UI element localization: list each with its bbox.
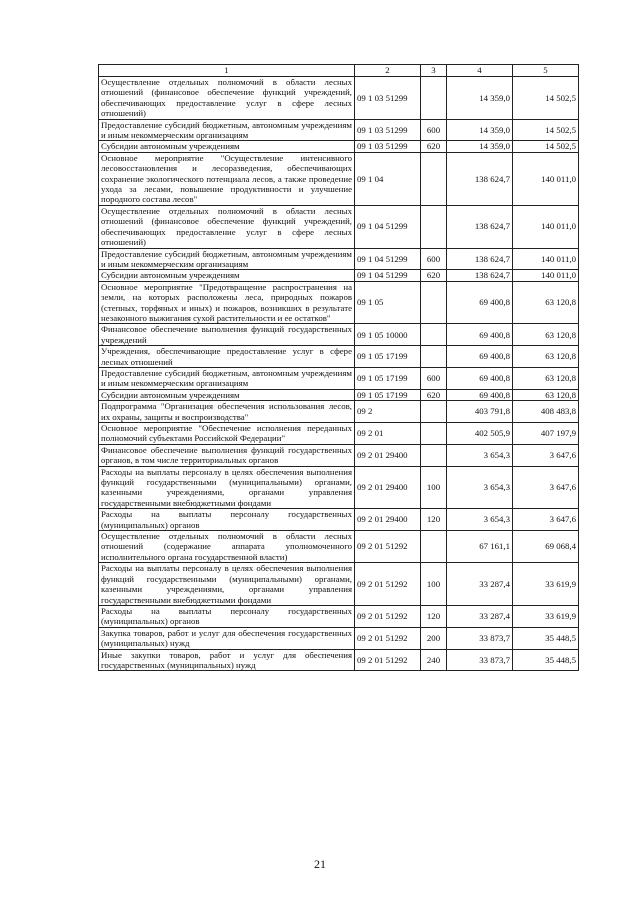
table-row bbox=[99, 324, 579, 346]
expense-type-cell bbox=[421, 324, 447, 346]
item-name-cell: Финансовое обеспечение выполнения функций государственных учреждений bbox=[99, 324, 355, 346]
item-name-cell: Закупка товаров, работ и услуг для обеспечения государственных (муниципальных) нужд bbox=[99, 627, 355, 649]
amount-year2-cell: 140 011,0 bbox=[513, 248, 579, 270]
table-row bbox=[99, 119, 579, 141]
expense-type-cell bbox=[421, 77, 447, 120]
table-body bbox=[99, 77, 579, 671]
amount-year1-cell: 69 400,8 bbox=[447, 367, 513, 389]
table-row bbox=[99, 270, 579, 281]
target-code-cell: 09 1 03 51299 bbox=[355, 77, 421, 120]
table-row bbox=[99, 444, 579, 466]
amount-year1-cell: 402 505,9 bbox=[447, 423, 513, 445]
table-row bbox=[99, 531, 579, 563]
target-code-cell: 09 2 01 51292 bbox=[355, 531, 421, 563]
target-code-cell: 09 1 03 51299 bbox=[355, 119, 421, 141]
target-code-cell: 09 2 01 29400 bbox=[355, 466, 421, 509]
target-code-cell: 09 2 bbox=[355, 401, 421, 423]
amount-year1-cell: 138 624,7 bbox=[447, 270, 513, 281]
expense-type-cell: 240 bbox=[421, 649, 447, 671]
table-row bbox=[99, 649, 579, 671]
column-number-row bbox=[99, 65, 579, 77]
expense-type-cell: 120 bbox=[421, 605, 447, 627]
amount-year2-cell: 63 120,8 bbox=[513, 281, 579, 324]
item-name-cell: Расходы на выплаты персоналу государственных (муниципальных) органов bbox=[99, 605, 355, 627]
table-row bbox=[99, 77, 579, 120]
target-code-cell: 09 1 05 17199 bbox=[355, 367, 421, 389]
target-code-cell: 09 1 04 51299 bbox=[355, 205, 421, 248]
expense-type-cell: 600 bbox=[421, 248, 447, 270]
amount-year1-cell: 138 624,7 bbox=[447, 205, 513, 248]
target-code-cell: 09 2 01 bbox=[355, 423, 421, 445]
budget-table bbox=[98, 64, 579, 671]
expense-type-cell bbox=[421, 205, 447, 248]
item-name-cell: Осуществление отдельных полномочий в области лесных отношений (финансовое обеспечение функций учреждений, обеспечивающих предоставление услуг в сфере лесных отношений) bbox=[99, 77, 355, 120]
column-number-header: 4 bbox=[447, 65, 513, 77]
amount-year1-cell: 14 359,0 bbox=[447, 141, 513, 152]
amount-year1-cell: 33 287,4 bbox=[447, 563, 513, 606]
table-row bbox=[99, 281, 579, 324]
expense-type-cell bbox=[421, 281, 447, 324]
item-name-cell: Осуществление отдельных полномочий в области лесных отношений (содержание аппарата уполномоченного исполнительного органа государственной власти) bbox=[99, 531, 355, 563]
expense-type-cell: 100 bbox=[421, 563, 447, 606]
target-code-cell: 09 2 01 51292 bbox=[355, 627, 421, 649]
table-row bbox=[99, 563, 579, 606]
expense-type-cell: 620 bbox=[421, 141, 447, 152]
table-row bbox=[99, 389, 579, 400]
expense-type-cell: 620 bbox=[421, 270, 447, 281]
item-name-cell: Расходы на выплаты персоналу государственных (муниципальных) органов bbox=[99, 509, 355, 531]
amount-year1-cell: 3 654,3 bbox=[447, 509, 513, 531]
target-code-cell: 09 1 03 51299 bbox=[355, 141, 421, 152]
amount-year2-cell: 3 647,6 bbox=[513, 466, 579, 509]
table-row bbox=[99, 466, 579, 509]
amount-year1-cell: 69 400,8 bbox=[447, 324, 513, 346]
item-name-cell: Иные закупки товаров, работ и услуг для обеспечения государственных (муниципальных) нужд bbox=[99, 649, 355, 671]
item-name-cell: Субсидии автономным учреждениям bbox=[99, 270, 355, 281]
item-name-cell: Субсидии автономным учреждениям bbox=[99, 389, 355, 400]
amount-year1-cell: 67 161,1 bbox=[447, 531, 513, 563]
amount-year2-cell: 140 011,0 bbox=[513, 270, 579, 281]
target-code-cell: 09 2 01 51292 bbox=[355, 563, 421, 606]
amount-year1-cell: 69 400,8 bbox=[447, 281, 513, 324]
amount-year1-cell: 33 287,4 bbox=[447, 605, 513, 627]
expense-type-cell: 600 bbox=[421, 119, 447, 141]
amount-year2-cell: 63 120,8 bbox=[513, 324, 579, 346]
amount-year1-cell: 3 654,3 bbox=[447, 466, 513, 509]
amount-year1-cell: 138 624,7 bbox=[447, 152, 513, 205]
amount-year2-cell: 33 619,9 bbox=[513, 605, 579, 627]
expense-type-cell bbox=[421, 423, 447, 445]
table-row bbox=[99, 509, 579, 531]
table-row bbox=[99, 605, 579, 627]
expense-type-cell bbox=[421, 401, 447, 423]
amount-year1-cell: 69 400,8 bbox=[447, 346, 513, 368]
table-row bbox=[99, 346, 579, 368]
page-number: 21 bbox=[314, 857, 326, 871]
amount-year1-cell: 14 359,0 bbox=[447, 77, 513, 120]
item-name-cell: Субсидии автономным учреждениям bbox=[99, 141, 355, 152]
amount-year2-cell: 14 502,5 bbox=[513, 141, 579, 152]
target-code-cell: 09 2 01 51292 bbox=[355, 605, 421, 627]
amount-year2-cell: 14 502,5 bbox=[513, 119, 579, 141]
table-row bbox=[99, 205, 579, 248]
table-row bbox=[99, 401, 579, 423]
expense-type-cell bbox=[421, 444, 447, 466]
item-name-cell: Расходы на выплаты персоналу в целях обеспечения выполнения функций государственными (муниципальными) органами, казенными учреждениями, органами управления государственными внебюджетными фондами bbox=[99, 466, 355, 509]
item-name-cell: Финансовое обеспечение выполнения функций государственных органов, в том числе территориальных органов bbox=[99, 444, 355, 466]
amount-year1-cell: 69 400,8 bbox=[447, 389, 513, 400]
expense-type-cell: 620 bbox=[421, 389, 447, 400]
target-code-cell: 09 1 04 51299 bbox=[355, 270, 421, 281]
table-row bbox=[99, 248, 579, 270]
column-number-header: 3 bbox=[421, 65, 447, 77]
table-row bbox=[99, 141, 579, 152]
table-row bbox=[99, 152, 579, 205]
table-row bbox=[99, 367, 579, 389]
item-name-cell: Основное мероприятие "Обеспечение исполнения переданных полномочий субъектами Российской Федерации" bbox=[99, 423, 355, 445]
target-code-cell: 09 1 05 17199 bbox=[355, 346, 421, 368]
expense-type-cell bbox=[421, 346, 447, 368]
column-number-header: 2 bbox=[355, 65, 421, 77]
expense-type-cell bbox=[421, 531, 447, 563]
amount-year1-cell: 33 873,7 bbox=[447, 627, 513, 649]
target-code-cell: 09 1 05 10000 bbox=[355, 324, 421, 346]
item-name-cell: Предоставление субсидий бюджетным, автономным учреждениям и иным некоммерческим организациям bbox=[99, 119, 355, 141]
target-code-cell: 09 2 01 29400 bbox=[355, 444, 421, 466]
amount-year2-cell: 63 120,8 bbox=[513, 346, 579, 368]
amount-year2-cell: 408 483,8 bbox=[513, 401, 579, 423]
item-name-cell: Основное мероприятие "Предотвращение распространения на земли, на которых расположены леса, природных пожаров (степных, торфяных и иных) и пожаров, возникших в результате незаконного выжигания сухой растительности и ее остатков" bbox=[99, 281, 355, 324]
amount-year1-cell: 403 791,8 bbox=[447, 401, 513, 423]
item-name-cell: Подпрограмма "Организация обеспечения использования лесов, их охраны, защиты и воспроизводства" bbox=[99, 401, 355, 423]
column-number-header: 5 bbox=[513, 65, 579, 77]
amount-year1-cell: 138 624,7 bbox=[447, 248, 513, 270]
amount-year2-cell: 63 120,8 bbox=[513, 389, 579, 400]
target-code-cell: 09 2 01 51292 bbox=[355, 649, 421, 671]
item-name-cell: Предоставление субсидий бюджетным, автономным учреждениям и иным некоммерческим организациям bbox=[99, 367, 355, 389]
amount-year2-cell: 140 011,0 bbox=[513, 205, 579, 248]
target-code-cell: 09 1 05 17199 bbox=[355, 389, 421, 400]
expense-type-cell: 120 bbox=[421, 509, 447, 531]
amount-year2-cell: 33 619,9 bbox=[513, 563, 579, 606]
expense-type-cell bbox=[421, 152, 447, 205]
amount-year2-cell: 14 502,5 bbox=[513, 77, 579, 120]
amount-year2-cell: 140 011,0 bbox=[513, 152, 579, 205]
amount-year2-cell: 63 120,8 bbox=[513, 367, 579, 389]
table-row bbox=[99, 423, 579, 445]
item-name-cell: Основное мероприятие "Осуществление интенсивного лесовосстановления и лесоразведения, обеспечивающих сохранение экологического потенциала лесов, а также проведение ухода за лесами, повышение продуктивности и улучшение породного состава лесов" bbox=[99, 152, 355, 205]
amount-year2-cell: 3 647,6 bbox=[513, 509, 579, 531]
amount-year2-cell: 407 197,9 bbox=[513, 423, 579, 445]
expense-type-cell: 100 bbox=[421, 466, 447, 509]
amount-year1-cell: 3 654,3 bbox=[447, 444, 513, 466]
item-name-cell: Учреждения, обеспечивающие предоставление услуг в сфере лесных отношений bbox=[99, 346, 355, 368]
expense-type-cell: 600 bbox=[421, 367, 447, 389]
expense-type-cell: 200 bbox=[421, 627, 447, 649]
amount-year1-cell: 33 873,7 bbox=[447, 649, 513, 671]
column-number-header: 1 bbox=[99, 65, 355, 77]
target-code-cell: 09 1 04 51299 bbox=[355, 248, 421, 270]
table-row bbox=[99, 627, 579, 649]
amount-year2-cell: 35 448,5 bbox=[513, 649, 579, 671]
amount-year1-cell: 14 359,0 bbox=[447, 119, 513, 141]
amount-year2-cell: 35 448,5 bbox=[513, 627, 579, 649]
item-name-cell: Расходы на выплаты персоналу в целях обеспечения выполнения функций государственными (муниципальными) органами, казенными учреждениями, органами управления государственными внебюджетными фондами bbox=[99, 563, 355, 606]
target-code-cell: 09 1 04 bbox=[355, 152, 421, 205]
item-name-cell: Осуществление отдельных полномочий в области лесных отношений (финансовое обеспечение функций учреждений, обеспечивающих предоставление услуг в сфере лесных отношений) bbox=[99, 205, 355, 248]
amount-year2-cell: 3 647,6 bbox=[513, 444, 579, 466]
target-code-cell: 09 2 01 29400 bbox=[355, 509, 421, 531]
item-name-cell: Предоставление субсидий бюджетным, автономным учреждениям и иным некоммерческим организациям bbox=[99, 248, 355, 270]
amount-year2-cell: 69 068,4 bbox=[513, 531, 579, 563]
target-code-cell: 09 1 05 bbox=[355, 281, 421, 324]
